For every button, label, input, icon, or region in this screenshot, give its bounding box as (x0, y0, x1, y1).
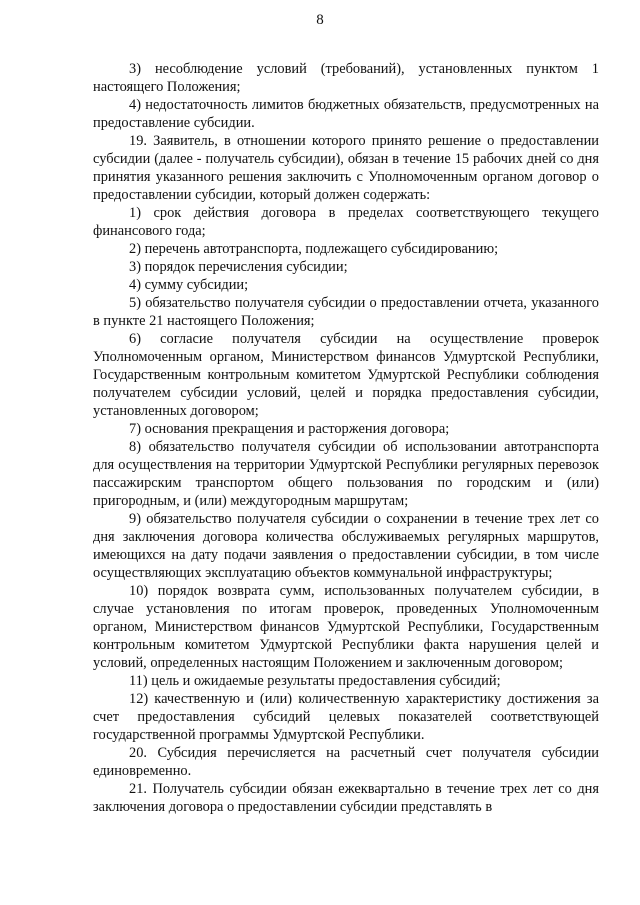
paragraph-subitem-12: 12) качественную и (или) количественную характеристику достижения за счет предоставления субсидий целевых показателей соответствующей государственной программы Удмуртской Республики. (93, 691, 599, 743)
document-body (93, 60, 599, 816)
paragraph-subitem-4: 4) сумму субсидии; (129, 277, 249, 293)
paragraph-item-4: 4) недостаточность лимитов бюджетных обязательств, предусмотренных на предоставление субсидии. (93, 97, 599, 131)
paragraph-clause-20: 20. Субсидия перечисляется на расчетный счет получателя субсидии единовременно. (93, 745, 599, 779)
paragraph-subitem-3: 3) порядок перечисления субсидии; (129, 259, 348, 275)
paragraph-subitem-1: 1) срок действия договора в пределах соответствующего текущего финансового года; (93, 205, 599, 239)
paragraph-subitem-8: 8) обязательство получателя субсидии об использовании автотранспорта для осуществления на территории Удмуртской Республики регулярных перевозок пассажирским транспортом общего пользования по городским и (или) пригородным, и (или) междугородным маршрутам; (93, 439, 599, 509)
paragraph-subitem-2: 2) перечень автотранспорта, подлежащего субсидированию; (129, 241, 499, 257)
paragraph-subitem-5: 5) обязательство получателя субсидии о предоставлении отчета, указанного в пункте 21 настоящего Положения; (93, 295, 599, 329)
paragraph-subitem-9: 9) обязательство получателя субсидии о сохранении в течение трех лет со дня заключения договора количества обслуживаемых регулярных маршрутов, имеющихся на дату подачи заявления о предоставлении субсидии, в том числе осуществляющих эксплуатацию объектов коммунальной инфраструктуры; (93, 511, 599, 581)
paragraph-clause-21: 21. Получатель субсидии обязан ежеквартально в течение трех лет со дня заключения договора о предоставлении субсидии представлять в (93, 781, 599, 815)
paragraph-subitem-11: 11) цель и ожидаемые результаты предоставления субсидий; (129, 673, 501, 689)
paragraph-subitem-10: 10) порядок возврата сумм, использованных получателем субсидии, в случае установления по итогам проверок, проведенных Уполномоченным органом, Министерством финансов Удмуртской Республики, Государственным контрольным комитетом Удмуртской Республики факта нарушения целей и условий, определенных настоящим Положением и заключенным договором; (93, 583, 599, 671)
page-number: 8 (316, 12, 324, 28)
paragraph-item-3: 3) несоблюдение условий (требований), установленных пунктом 1 настоящего Положения; (93, 61, 599, 95)
paragraph-subitem-6: 6) согласие получателя субсидии на осуществление проверок Уполномоченным органом, Министерством финансов Удмуртской Республики, Государственным контрольным комитетом Удмуртской Республики соблюдения получателем субсидии условий, целей и порядка предоставления субсидии, установленных договором; (93, 331, 599, 419)
paragraph-subitem-7: 7) основания прекращения и расторжения договора; (129, 421, 450, 437)
paragraph-clause-19: 19. Заявитель, в отношении которого принято решение о предоставлении субсидии (далее - получатель субсидии), обязан в течение 15 рабочих дней со дня принятия указанного решения заключить с Уполномоченным органом договор о предоставлении субсидии, который должен содержать: (93, 133, 599, 203)
